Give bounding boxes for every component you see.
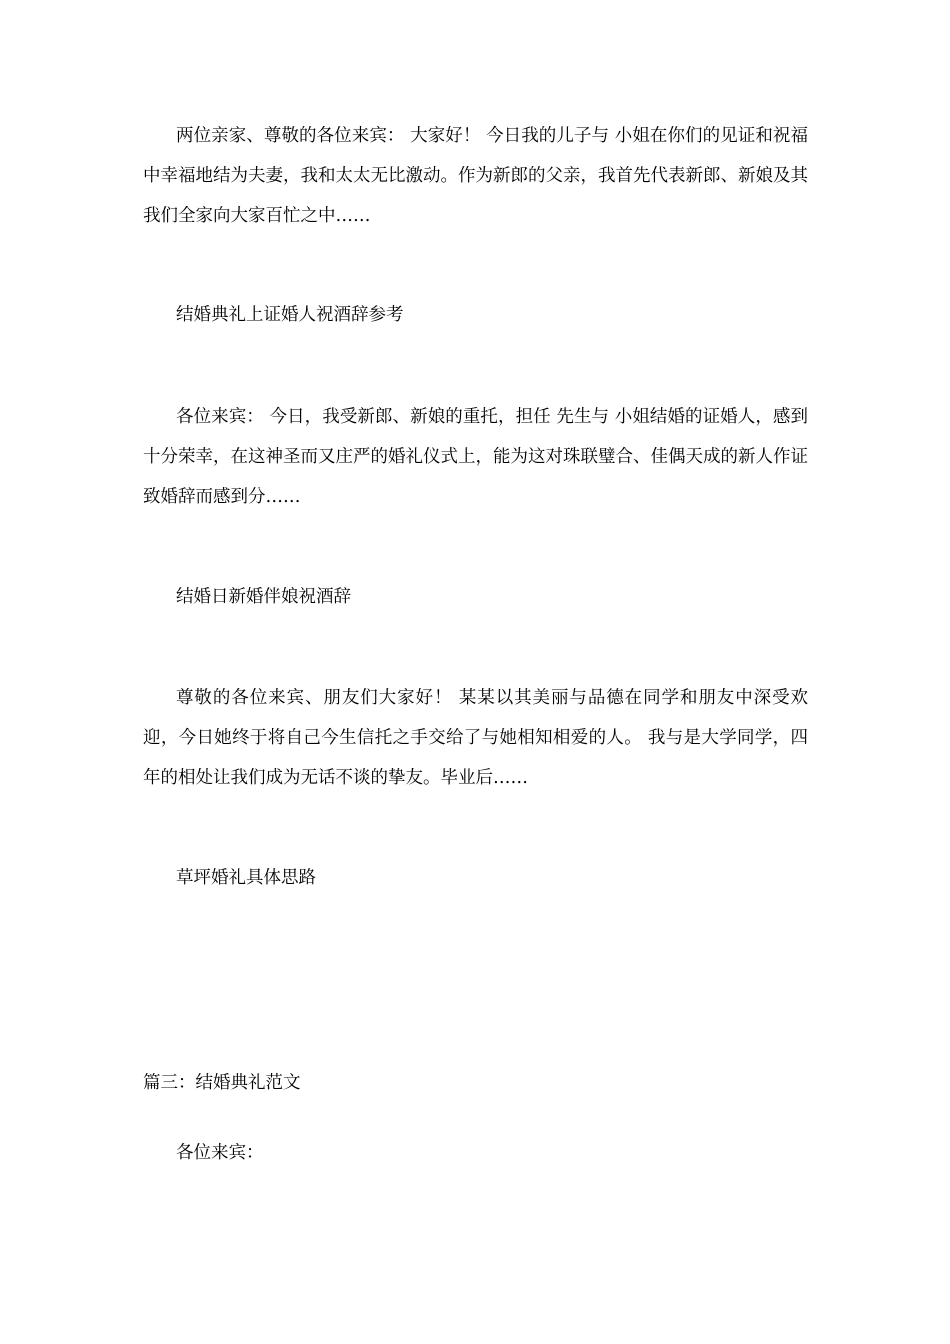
heading-witness-toast: 结婚典礼上证婚人祝酒辞参考 [176,305,404,325]
paragraph-witness-speech: 各位来宾： 今日，我受新郎、新娘的重托，担任 先生与 小姐结婚的证婚人，感到十分荣幸，在这神圣而又庄严的婚礼仪式上，能为这对珠联璧合、佳偶天成的新人作证致婚辞而感到分…… [143,407,808,507]
heading-bridesmaid-toast: 结婚日新婚伴娘祝酒辞 [176,587,351,607]
paragraph-bridesmaid-speech: 尊敬的各位来宾、朋友们大家好！ 某某以其美丽与品德在同学和朋友中深受欢迎，今日她终于将自己今生信托之手交给了与她相知相爱的人。 我与是大学同学，四年的相处让我们成为无话不谈的挚友。毕业后…… [143,688,808,788]
heading-lawn-wedding: 草坪婚礼具体思路 [176,868,316,888]
paragraph-fathers-speech: 两位亲家、尊敬的各位来宾： 大家好！ 今日我的儿子与 小姐在你们的见证和祝福中幸福地结为夫妻，我和太太无比激动。作为新郎的父亲，我首先代表新郎、新娘及其我们全家向大家百忙之中…… [143,126,808,226]
paragraph-guests-greeting: 各位来宾： [176,1143,264,1163]
section-title: 篇三：结婚典礼范文 [143,1073,301,1093]
